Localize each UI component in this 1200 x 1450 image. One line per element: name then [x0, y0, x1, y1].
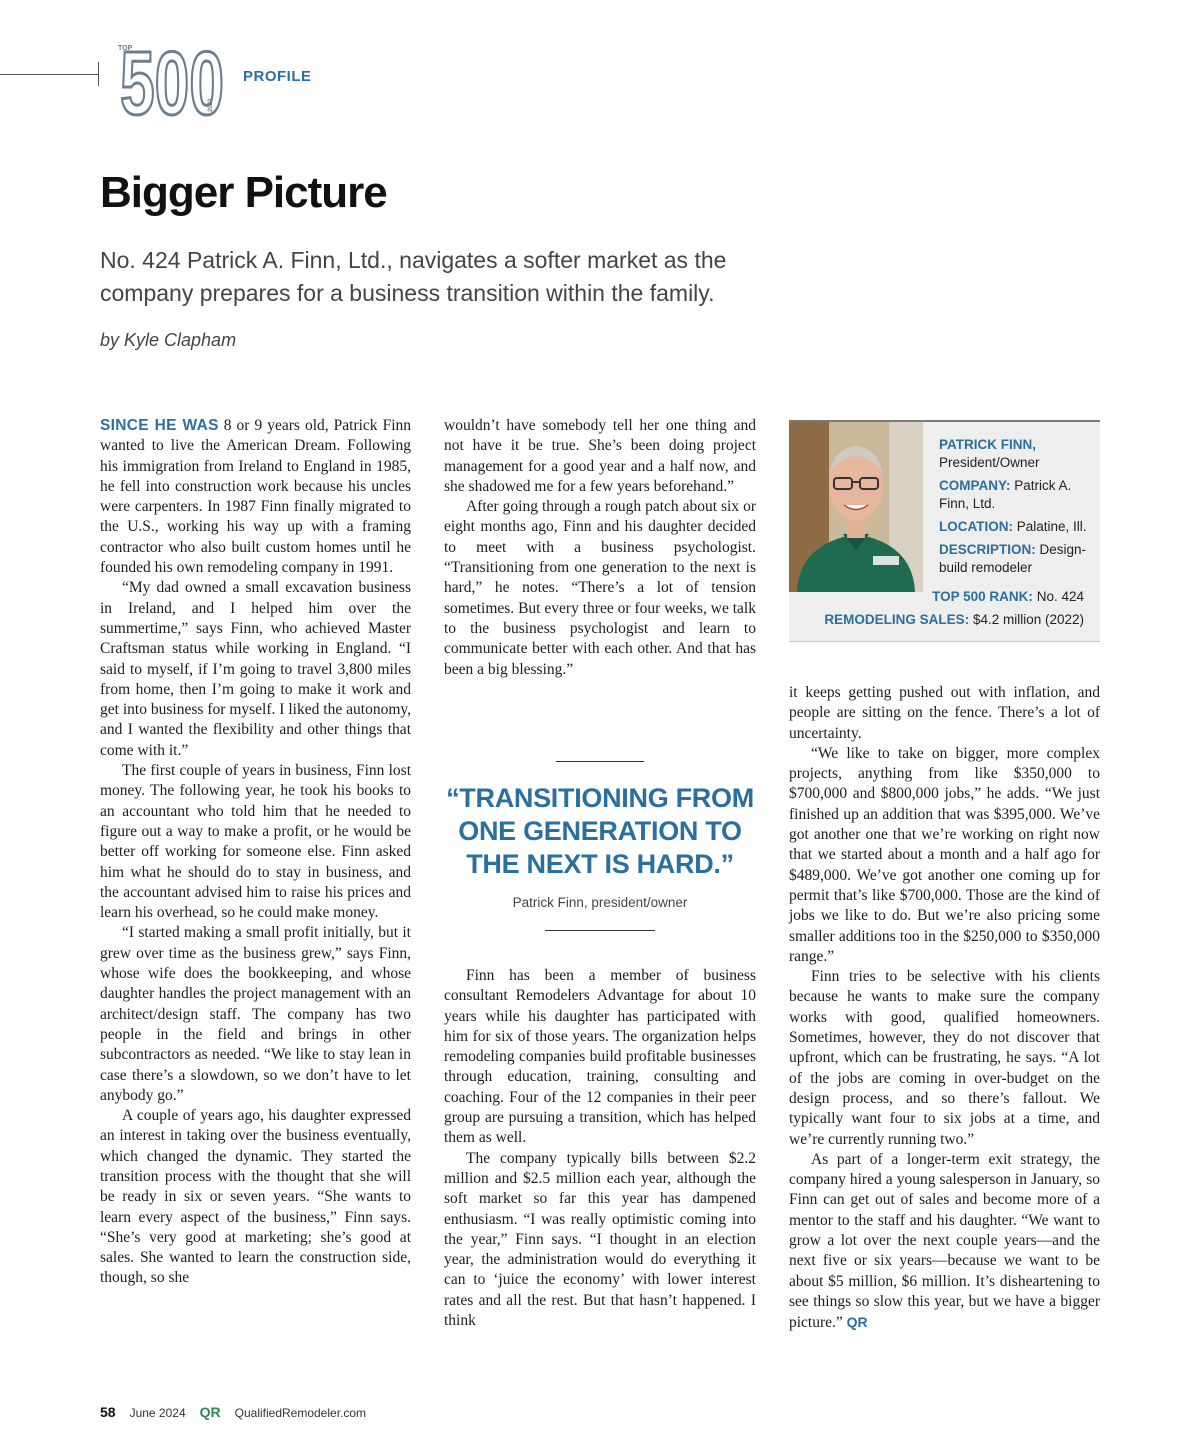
column-3	[789, 683, 1100, 1334]
top-500-logo	[114, 38, 234, 118]
paragraph: “We like to take on bigger, more complex projects, anything from like $350,000 to $700,000 and $800,000 jobs,” he adds. “We just finished up an addition that was $395,000. We’ve got another one that we’re working on right now that we started about a month and a half ago for $489,000. We’ve got another one coming up for permit that’s like $700,000. Those are the kind of jobs we like to do. But we’re also pricing some smaller additions too in the $250,000 to $350,000 range.”	[789, 744, 1100, 965]
description-value: Design-build remodeler	[939, 542, 1087, 575]
location-value: Palatine, Ill.	[1016, 519, 1087, 534]
paragraph: “I started making a small profit initially, but it grew over time as the business grew,” says Finn, whose wife does the bookkeeping, and whose daughter handles the project management with an architect/design staff. The company has two people in the field and brings in other subcontractors as needed. “We like to stay lean in case there’s a slowdown, so we don’t have to let anybody go.”	[100, 924, 411, 1104]
pull-quote-rule-top	[556, 761, 644, 762]
sales-value: $4.2 million (2022)	[972, 612, 1084, 627]
lead-in: SINCE HE WAS	[100, 417, 219, 434]
page-footer	[100, 1404, 366, 1420]
header-rule-tick	[98, 62, 99, 86]
company-value: Patrick A. Finn, Ltd.	[939, 478, 1072, 511]
sales-line	[824, 611, 1084, 629]
headline: Bigger Picture	[100, 168, 387, 217]
deck: No. 424 Patrick A. Finn, Ltd., navigates a softer market as the company prepares for a business transition within the family.	[100, 247, 727, 306]
company-label: COMPANY:	[939, 478, 1011, 493]
header-rule	[0, 74, 98, 75]
logo-top-text: TOP	[118, 45, 133, 52]
paragraph: Finn tries to be selective with his clients because he wants to make sure the company works with good, qualified homeowners. Sometimes, however, they do not discover that upfront, which can be frustrating, he says. “A lot of the jobs are coming in over-budget on the design process, and so there’s fallout. We typically want four to six jobs at a time, and we’re currently running two.”	[789, 968, 1100, 1148]
rank-label: TOP 500 RANK:	[932, 589, 1033, 604]
paragraph: wouldn’t have somebody tell her one thing and not have it be true. She’s been doing project management for a good year and a half now, and she shadowed me for a few years beforehand.”	[444, 417, 756, 495]
pull-quote: “TRANSITIONING FROM ONE GENERATION TO THE NEXT IS HARD.”	[446, 783, 754, 879]
pull-quote-rule-bottom	[545, 930, 655, 931]
end-mark: QR	[846, 1314, 868, 1331]
paragraph: The first couple of years in business, Finn lost money. The following year, he took his books to an accountant who told him that he needed to figure out a way to make a profit, or he would be better off working for someone else. Finn asked him what he should do to stay in business, and the accountant advised him to raise his prices and learn his overhead, so he could make money.	[100, 762, 411, 922]
paragraph: Finn has been a member of business consultant Remodelers Advantage for about 10 years while his daughter has participated with him for six of those years. The organization helps remodeling companies build profitable businesses through education, training, consulting and coaching. Four of the 12 companies in their peer group are pursuing a transition, which has helped them as well.	[444, 967, 756, 1147]
profile-facts	[939, 436, 1091, 582]
paragraph: The company typically bills between $2.2 million and $2.5 million each year, although the soft market so far this year has dampened enthusiasm. “I was really optimistic coming into the year,” Finn says. “I thought in an election year, the administration would do everything it can to ‘juice the economy’ with lower interest rates and all the rest. But that hasn’t happened. I think	[444, 1149, 756, 1330]
sales-label: REMODELING SALES:	[824, 612, 970, 627]
rank-value: No. 424	[1036, 589, 1084, 604]
rank-line	[932, 588, 1084, 606]
paragraph: SINCE HE WAS 8 or 9 years old, Patrick Finn wanted to live the American Dream. Following his immigration from Ireland to England in 1985, he fell into construction work because his uncles were carpenters. In 1987 Finn finally migrated to the U.S., working his way up with a framing contractor who also built custom homes until he founded his own remodeling company in 1991.	[100, 417, 412, 577]
profile-title: President/Owner	[939, 455, 1040, 470]
description-label: DESCRIPTION:	[939, 542, 1036, 557]
byline: by Kyle Clapham	[100, 330, 237, 350]
profile-name: PATRICK FINN,	[939, 437, 1036, 452]
location-label: LOCATION:	[939, 519, 1013, 534]
brand-mark: QR	[199, 1404, 221, 1420]
paragraph: A couple of years ago, his daughter expressed an interest in taking over the business eventually, which changed the dynamic. They started the transition process with the thought that she will be ready in six or seven years. “She wants to learn every aspect of the business,” Finn says. “She’s very good at marketing; she’s good at sales. She wanted to learn the construction side, though, so she	[100, 1107, 411, 1287]
paragraph: As part of a longer-term exit strategy, the company hired a young salesperson in January, so Finn can get out of sales and become more of a mentor to the staff and his daughter. “We want to grow a lot over the next couple years—and the next five or six years—because we want to be about $5 million, $6 million. It’s disheartening to see things so slow this year, but we have a bigger picture.” QR	[789, 1150, 1100, 1332]
section-label: PROFILE	[243, 68, 312, 85]
column-2-top	[444, 416, 756, 680]
pull-quote-attribution: Patrick Finn, president/owner	[512, 895, 688, 910]
website-link[interactable]: QualifiedRemodeler.com	[234, 1406, 367, 1420]
page-number: 58	[100, 1404, 116, 1420]
logo-year: 2023	[208, 98, 214, 112]
column-1	[100, 416, 411, 1289]
issue-date: June 2024	[129, 1406, 186, 1420]
paragraph: it keeps getting pushed out with inflation, and people are sitting on the fence. There’s a lot of uncertainty.	[789, 684, 1100, 742]
logo-number: 500	[120, 38, 224, 118]
paragraph: “My dad owned a small excavation business in Ireland, and I helped him over the summertime,” says Finn, who achieved Master Craftsman status while working in England. “I said to myself, if I’m going to travel 3,800 miles from home, then I’m going to make it work and get into business for myself. I liked the autonomy, and I wanted the flexibility and other things that come with it.”	[100, 579, 411, 759]
profile-sidebar	[789, 420, 1100, 642]
portrait-photo	[789, 422, 923, 592]
column-2-bottom	[444, 966, 756, 1331]
paragraph: After going through a rough patch about six or eight months ago, Finn and his daughter decided to meet with a business psychologist. “Transitioning from one generation to the next is hard,” he notes. “There’s a lot of tension sometimes. But every three or four weeks, we talk to the business psychologist and learn to communicate better with each other. And that has been a big blessing.”	[444, 498, 756, 678]
